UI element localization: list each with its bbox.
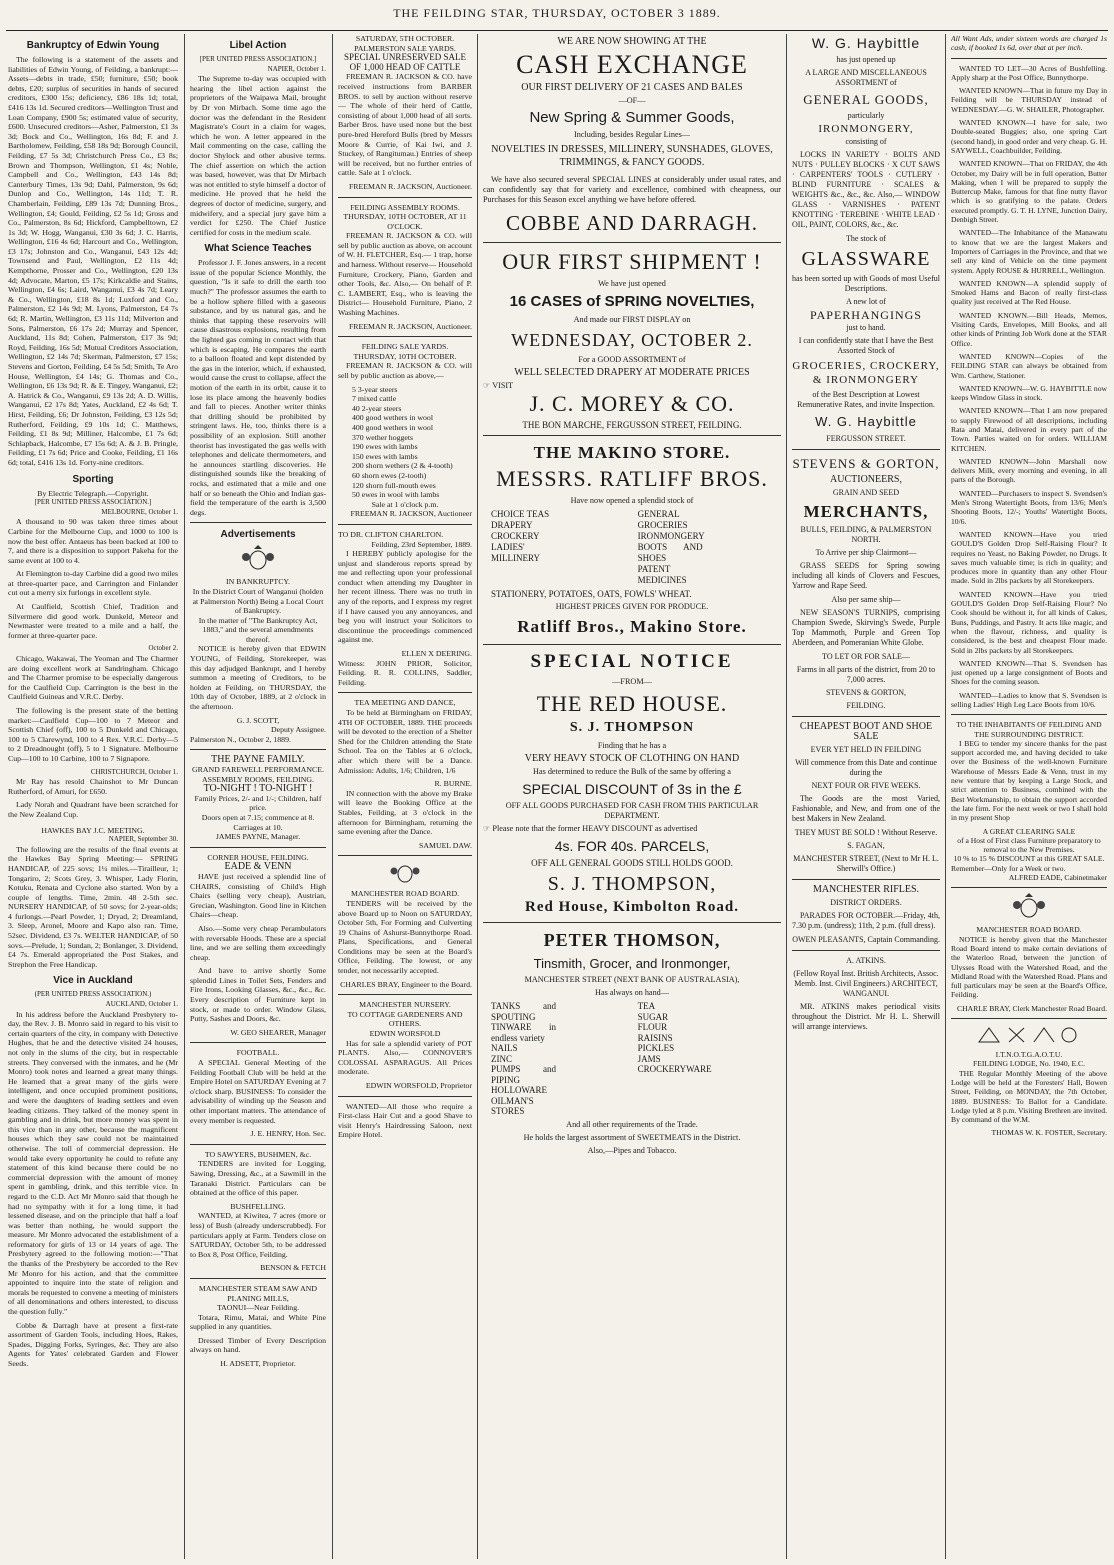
list-item: 5 3-year steers <box>352 384 398 394</box>
eade-venn-text: HAVE just received a splendid line of CHAIRS, consisting of Child's High Chairs (selling very cheap), Austrian, Grecian, Washington. Good line in Kitchen Chairs—cheap. <box>190 871 326 920</box>
road-board-title: MANCHESTER ROAD BOARD. <box>350 889 460 899</box>
ratliff-title: MESSRS. RATLIFF BROS. <box>496 466 768 491</box>
want-ad: WANTED—Ladies to know that S. Svendsen is selling Ladies' High Leg Lace Boots from 10/6. <box>951 690 1107 709</box>
list-item: ZINC <box>491 1053 512 1064</box>
fagan-ever: EVER YET HELD IN FEILDING <box>810 745 922 754</box>
sale2-venue: FEILDING ASSEMBLY ROOMS. <box>350 202 460 212</box>
list-item: RAISINS <box>637 1032 673 1043</box>
vice-article: In his address before the Auckland Presbytery to-day, the Rev. J. B. Monro said in regard to his visit to certain quarters of the city, in company with Detective Hughes, that he and the detective visited 24 houses, not only in the slums of the city, but in respectable streets. They conversed with the inmates, and he (Mr Monro) took notes and learned a great many things. He learned that a great many of the girls were intelligent, and once occupied prominent positions, and were the daughters of leading settlers and even leading citizens. They talked of the money spent in gambling and in drink, but more money was spent in this vice than in any other, because the magnificent houses which they saw could not be maintained otherwise. The toll of commercial depression. He would take every opportunity he could to refute any statement of this kind because there could be no commercial depression with the amount of money spent in gambling, drink, and this terrible vice. In regard to the C.D. Act Mr Monro said that though he had no sympathy with it for a long time, it had lessened disease, and on the principle that half a loaf was better than nothing, he would support the measure. Mr Monro advocated the establishment of a reformatory for girls of 13 or 14 years of age. The Presbytery agreed to the following motion:—"That the thanks of the Presbytery be accorded to the Rev Mr Monro for his action, and that the committee appointed to inquire into the state of religion and morals be requested to convene a meeting of ministers of all denominations and others interested, to discuss the question fully." <box>8 1009 178 1317</box>
list-item: 370 wether hoggets <box>352 432 414 442</box>
road-board-2-sign: CHARLE BRAY, Clerk Manchester Road Board. <box>957 1003 1107 1013</box>
list-item: CHOICE TEAS <box>491 509 550 519</box>
column-separator <box>477 34 478 1559</box>
advertisements-heading: Advertisements <box>220 529 296 541</box>
rule <box>792 950 940 951</box>
peter-thomson-always: Has always on hand— <box>595 988 669 997</box>
bushfelling-title: BUSHFELLING. <box>230 1201 286 1211</box>
column-separator <box>332 34 333 1559</box>
stevens-gorton-grain: GRAIN AND SEED <box>832 488 900 497</box>
want-ad: WANTED KNOWN—Have you tried GOULD'S Golden Drop Self-Raising Flour? It requires no Yeast, no Baking Powder, no Drugs. It saves much valuable time; is rich in quality; and produces more in quantity than any other Flour made. Sold in 2lbs packets by all Storekeepers. <box>951 529 1107 586</box>
peter-thomson-address: MANCHESTER STREET (NEXT BANK OF AUSTRALASIA), <box>524 975 740 984</box>
masonic-emblems-icon <box>974 1024 1084 1046</box>
vice-paragraph: Cobbe & Darragh have at present a first-rate assortment of Garden Tools, including Hoes, Rakes, Spades, Digging Forks, Syringes, &c. They are also Agents for Yates' celebrated Garden and Flower Seeds. <box>8 1320 178 1368</box>
list-item: JAMS <box>637 1053 661 1064</box>
bushfelling-sign: BENSON & FETCH <box>260 1263 326 1273</box>
tea-sign: R. BURNE. <box>434 779 472 789</box>
thompson-discount: SPECIAL DISCOUNT of 3s in the £ <box>522 781 742 797</box>
fagan-sold: THEY MUST BE SOLD ! Without Reserve. <box>794 828 938 837</box>
vice-dateline: AUCKLAND, October 1. <box>105 1000 178 1009</box>
payne-sub: GRAND FAREWELL PERFORMANCE. <box>192 765 324 774</box>
rule <box>190 1278 326 1279</box>
thompson-name-2: S. J. THOMPSON, <box>547 873 717 895</box>
nursery-name: EDWIN WORSFOLD <box>369 1029 441 1039</box>
sporting-paragraph: A thousand to 90 was taken three times about Carbine for the Melbourne Cup, and 1000 to 100 is now the best offer. Antaeus has been backed at 100 to 7, and there is a disposition to support Pakeha for the same event at 100 to 4. <box>8 517 178 565</box>
cash-text: We have also secured several SPECIAL LINES at considerably under usual rates, and can confidently say that for variety and excellence, combined with cheapness, our Purchases for this Season excel anything we have before offered. <box>483 175 781 204</box>
list-item: TINWARE in endless variety <box>491 1022 556 1043</box>
lodge-sign: THOMAS W. K. FOSTER, Secretary. <box>991 1128 1107 1138</box>
fagan-title: CHEAPEST BOOT AND SHOE SALE <box>799 721 933 742</box>
sale2-date: THURSDAY, 10TH OCTOBER, AT 11 O'CLOCK. <box>343 212 467 231</box>
stevens-gorton-turnips: NEW SEASON'S TURNIPS, comprising Champion Swede, Skirving's Swede, Purple Top Mammoth, Purple and Green Top Aberdeen, and Pomeranian White Globe. <box>792 608 940 647</box>
rule <box>951 887 1107 888</box>
atkins-title: A. ATKINS. <box>846 956 886 965</box>
libel-assoc: [PER UNITED PRESS ASSOCIATION.] <box>199 55 317 63</box>
payne-prices: Family Prices, 2/- and 1/-; Children, half price. <box>194 793 322 813</box>
bankruptcy-role: Deputy Assignee. <box>270 725 326 735</box>
fagan-sign: S. FAGAN, <box>847 841 885 850</box>
atkins-sub: (Fellow Royal Inst. British Architects, Assoc. Memb. Inst. Civil Engineers.) ARCHITECT, WANGANUI. <box>793 969 939 998</box>
want-ad: WANTED—Purchasers to inspect S. Svendsen's Men's Strong Watertight Boots, from 13/6; Men's Shooting Boots, 12/-; Youths' Watertight Boots, 10/6. <box>951 488 1107 526</box>
sale2-sign: FREEMAN R. JACKSON, Auctioneer. <box>348 321 472 331</box>
rule <box>190 522 326 523</box>
bushfelling-text: WANTED, at Kiwitea, 7 acres (more or less) of Bush (already underscrubbed). For particulars apply at Farm. Tenders close on SATURDAY, October 5th, to be addressed to Box 8, Post Office, Feilding. <box>190 1211 326 1259</box>
morey-address: THE BON MARCHE, FERGUSSON STREET, FEILDING. <box>522 420 742 430</box>
hawkes-article: The following are the results of the final events at the Hawkes Bay Spring Meeting:— SPRING HANDICAP, of 225 sovs; 1¼ miles.—Tirailleur, 1; Tongariro, 2; Scots Grey, 3. Whisper, Lady Florin, Kotuku, Renata and Cyclone also started. Won by a couple of lengths. Time, 2min. 48 2-5th sec. NURSERY HANDICAP, of 50 sovs; for 2-year-olds; 4 furlongs.—Pearl Powder, 1; Dryad, 2; Dreamland, 3. Sleep, Aronel, Moore and Kapo also ran. Time, 52sec. Dividend, £3 7s. WELTER HANDICAP, of 50 sovs.—Prelude, 1; Sundan, 2; Bonlanger, 3. Dividend, £4 7s. Emerald appropriated the Post Stakes, and Strephon the Free Handicap. <box>8 844 178 969</box>
sporting-dateline: MELBOURNE, October 1. <box>101 507 178 516</box>
rule <box>338 336 472 337</box>
rule <box>190 749 326 750</box>
tea-title: TEA MEETING AND DANCE, <box>354 698 456 708</box>
rule <box>338 692 472 693</box>
peter-thomson-other: And all other requirements of the Trade. <box>566 1119 698 1129</box>
sporting-paragraph: Lady Norah and Quadrant have been scratched for the New Zealand Cup. <box>8 800 178 819</box>
special-notice-title: SPECIAL NOTICE <box>530 651 734 672</box>
cash-of: —OF— <box>618 96 646 105</box>
road-board-2-title: MANCHESTER ROAD BOARD. <box>976 925 1082 935</box>
haybittle-paper: PAPERHANGINGS <box>810 308 922 322</box>
peter-thomson-pipes: Also,—Pipes and Tobacco. <box>587 1145 677 1155</box>
rule <box>483 644 781 645</box>
inhabitants-title: TO THE INHABITANTS OF FEILDING AND THE SURROUNDING DISTRICT. <box>956 720 1102 739</box>
rule <box>483 242 781 243</box>
thompson-general: OFF ALL GENERAL GOODS STILL HOLDS GOOD. <box>531 858 733 868</box>
column-5 <box>792 34 940 1559</box>
list-item: FLOUR <box>637 1022 668 1032</box>
haybittle-iron: IRONMONGERY, <box>818 123 914 135</box>
payne-tonight: TO-NIGHT ! TO-NIGHT ! <box>203 783 313 795</box>
haybittle-list: LOCKS IN VARIETY · BOLTS AND NUTS · PULLEY BLOCKS · X CUT SAWS · CARPENTERS' TOOLS · CUTLERY · BLIND FURNITURE · SCALES & WEIGHTS &c., &c., &c. Also,— WINDOW GLASS · VARNISHES · PATENT KNOTTING · TEREBINE · WHITE LEAD · OIL, PAINT, COLORS, &c., &c. <box>792 150 940 229</box>
list-item: GENERAL GROCERIES <box>637 509 688 530</box>
thompson-name: S. J. THOMPSON <box>569 720 695 735</box>
haybittle-paper-intro: A new lot of <box>846 297 886 306</box>
shipment-display: And made our FIRST DISPLAY on <box>573 315 691 324</box>
royal-crest-icon <box>387 861 423 885</box>
column-separator <box>786 34 787 1559</box>
payne-sign: JAMES PAYNE, Manager. <box>215 832 301 842</box>
ratliff-sub: Have now opened a splendid stock of <box>570 496 694 505</box>
bankruptcy-notice: NOTICE is hereby given that EDWIN YOUNG, of Feilding, Storekeeper, was this day adjudged Bankrupt, and I hereby summon a meeting of Creditors, to be holden at Feilding, on THURSDAY, the 10th day of October, 1889, at 2 o'clock in the afternoon. <box>190 644 326 712</box>
shipment-title: OUR FIRST SHIPMENT ! <box>502 249 762 274</box>
cash-including: Including, besides Regular Lines— <box>574 130 690 139</box>
sporting-assoc: [PER UNITED PRESS ASSOCIATION.] <box>34 498 152 507</box>
haybittle-glass-text: has been sorted up with Goods of most Useful Descriptions. <box>792 274 940 293</box>
sale3-date: THURSDAY, 10TH OCTOBER. <box>353 351 457 361</box>
coach-text: IN connection with the above my Brake will leave the Booking Office at the Stables, Feilding, at 3 o'clock in the afternoon for Birmingham, returning the same evening after the Dance. <box>338 788 472 837</box>
list-item: OILMAN'S STORES <box>491 1095 534 1116</box>
sale3-text: FREEMAN R. JACKSON & CO. will sell by public auction as above,— <box>338 361 472 380</box>
thompson-parcels: 4s. FOR 40s. PARCELS, <box>554 838 710 854</box>
list-item: 190 ewes with lambs <box>352 442 418 452</box>
masthead-rule <box>6 30 1108 31</box>
fagan-address: MANCHESTER STREET, (Next to Mr H. L. Sherwill's Office.) <box>793 854 939 873</box>
haybittle-stock: The stock of <box>846 234 886 243</box>
football-title: FOOTBALL. <box>236 1048 280 1058</box>
sale1-title: SPECIAL UNRESERVED SALE OF 1,000 HEAD OF CATTLE <box>344 52 466 72</box>
stevens-gorton-merchants: MERCHANTS, <box>803 502 929 521</box>
stevens-gorton-title: STEVENS & GORTON, <box>792 456 940 471</box>
haybittle-glassware: GLASSWARE <box>801 248 931 270</box>
list-item: TANKS and SPOUTING <box>491 1001 556 1022</box>
thompson-off: OFF ALL GOODS PURCHASED FOR CASH FROM THIS PARTICULAR DEPARTMENT. <box>505 801 759 820</box>
road-board-2-text: NOTICE is hereby given that the Manchester Road Board intend to make certain deviations of the Waterloo Road, between the junction of Ulysses Road with the Watershed Road, and the Midland Road with the Watershed Road. Plans and full particulars may be seen at the Board's Office, Feilding. <box>951 934 1107 1000</box>
peter-thomson-trade: Tinsmith, Grocer, and Ironmonger, <box>533 956 731 971</box>
rule <box>190 847 326 848</box>
thompson-finding: Finding that he has a <box>597 741 667 750</box>
masthead: THE FEILDING STAR, THURSDAY, OCTOBER 3 1889. <box>393 6 721 20</box>
hawkes-heading: HAWKES BAY J.C. MEETING. <box>41 825 145 835</box>
lodge-org: I.T.N.O.T.G.A.O.T.U. <box>995 1050 1063 1060</box>
shipment-drapery: WELL SELECTED DRAPERY AT MODERATE PRICES <box>514 367 750 378</box>
list-item: 50 ewes in wool with lambs <box>352 490 440 500</box>
column-1 <box>8 34 178 1559</box>
ratliff-footer: Ratliff Bros., Makino Store. <box>517 617 747 636</box>
want-ad: WANTED KNOWN—A splendid supply of Smoked Hams and Bacon of really first-class quality just received at The Red House. <box>951 278 1107 307</box>
list-item: NAILS <box>491 1043 518 1053</box>
list-item: 400 good wethers in wool <box>352 422 433 432</box>
column-separator <box>945 34 946 1559</box>
inhabitants-remember: Remember—Only for a Week or two. <box>951 863 1066 873</box>
haybittle-confident: I can confidently state that I have the Best Assorted Stock of <box>798 336 934 355</box>
want-ad: WANTED TO LET—30 Acres of Bushfelling. Apply sharp at the Post Office, Bunnythorpe. <box>951 63 1107 82</box>
haybittle-groceries: GROCERIES, CROCKERY, & IRONMONGERY <box>792 360 940 386</box>
list-item: IRONMONGERY <box>637 531 705 541</box>
stevens-gorton-feilding: FEILDING. <box>846 701 886 710</box>
want-ad: WANTED KNOWN—Have you tried GOULD'S Golden Drop Self-Raising Flour? No Cook should be without it, for all kinds of Cakes, Buns, Puddings, and Pastry. It acts like magic, and when the flavour, richness, and quality is considered, is the best and cheapest Flour made. Sold in 2lbs packets by all Storekeepers. <box>951 589 1107 655</box>
sale3-time: Sale at 1 o'clock p.m. <box>371 499 439 509</box>
sawmill-title: MANCHESTER STEAM SAW AND PLANING MILLS, <box>198 1283 318 1303</box>
list-item: 120 shorn full-mouth ewes <box>352 480 436 490</box>
shearer-sign: W. GEO SHEARER, Manager <box>230 1027 326 1037</box>
bankruptcy-date: Palmerston N., October 2, 1889. <box>190 734 291 744</box>
sporting-byline: By Electric Telegraph.—Copyright. <box>37 488 149 498</box>
fagan-goods: The Goods are the most Varied, Fashionable, and New, and from one of the best Makers in New Zealand. <box>792 794 940 823</box>
rule <box>338 994 472 995</box>
football-text: A SPECIAL General Meeting of the Feilding Football Club will be held at the Empire Hotel on SATURDAY Evening at 7 o'clock sharp. BUSINESS: To consider the advisability of winding up the Season and other important matters. The attendance of every member is requested. <box>190 1058 326 1125</box>
sporting-paragraph: At Flemington to-day Carbine did a good two miles at three-quarter pace, and Carrington and Finlander cut out a merry six furlongs in excellent style. <box>8 569 178 598</box>
sawyers-title: TO SAWYERS, BUSHMEN, &c. <box>204 1149 312 1159</box>
cash-firm: COBBE AND DARRAGH. <box>506 211 758 235</box>
thompson-stock: VERY HEAVY STOCK OF CLOTHING ON HAND <box>524 753 740 764</box>
column-separator <box>184 34 185 1559</box>
stevens-gorton-arrive: To Arrive per ship Clairmont— <box>815 548 917 557</box>
road-board-text: TENDERS will be received by the above Board up to Noon on SATURDAY, October 5th, For Forming and Culverting 19 Chains of Ashurst-Bunnythorpe Road. Plans, Specifications, and General Conditions may be seen at the Board's Office, Feilding. The lowest, or any tender, not necessarily accepted. <box>338 898 472 976</box>
cash-sub: OUR FIRST DELIVERY OF 21 CASES AND BALES <box>521 82 743 93</box>
sale2-text: FREEMAN R. JACKSON & CO. will sell by public auction as above, on account of W. H. FLETCHER, Esq.— 1 trap, horse and harness. Without reserve— Household Furniture, Crockery, Piano, Garden and other Tools, &c. Also,— On behalf of P. C. LAMBERT, Esq., who is leaving the District— Household Furniture, Piano, 2 Washing Machines. <box>338 231 472 318</box>
rifles-text: PARADES FOR OCTOBER.—Friday, 4th, 7.30 p.m. (undress); 11th, 2 p.m. (full dress). <box>792 911 940 930</box>
cash-novelties: NOVELTIES IN DRESSES, MILLINERY, SUNSHADES, GLOVES, TRIMMINGS, & FANCY GOODS. <box>491 144 773 168</box>
rule <box>338 1096 472 1097</box>
rule <box>951 714 1107 715</box>
sawmill-sub: TAONUI—Near Feilding. <box>216 1303 300 1313</box>
shipment-opened: We have just opened <box>598 279 666 288</box>
payne-title: THE PAYNE FAMILY. <box>211 754 305 766</box>
stevens-gorton-grass: GRASS SEEDS for Spring sowing including all kinds of Clovers and Fescues, Yarrow and Rape Seed. <box>792 561 940 590</box>
rule <box>792 716 940 717</box>
stevens-gorton-auct: AUCTIONEERS, <box>830 474 902 485</box>
haybittle-general: GENERAL GOODS, <box>803 92 929 107</box>
list-item: STATIONERY, POTATOES, OATS, FOWLS' WHEAT. <box>491 589 692 599</box>
rule <box>190 1144 326 1145</box>
haybittle-assort: A LARGE AND MISCELLANEOUS ASSORTMENT of <box>805 68 927 87</box>
rifles-sign: OWEN PLEASANTS, Captain Commanding. <box>792 935 940 944</box>
science-article: Professor J. F. Jones answers, in a recent issue of the popular Science Monthly, the question, "Is it safe to drill the earth too much?" The professor assumes the earth to be a hollow sphere filled with a gaseous substance, and by us natural gas, and he thinks that tapping these reservoirs will cause disastrous explosions, resulting from the lighted gas coming in contact with that which is escaping. He compares the earth to a balloon floated and kept distended by the gas in the interior, which, if exhausted, would cause the crust to collapse, affect the motion of the earth in its orbit, cause it to lose its place among the heavenly bodies and fall to pieces. Another writer thinks that drilling should be prohibited by stringent laws. He, too, thinks there is a possibility of an explosion. Still another theorist has investigated the gas wells with telephones and delicate thermometers, and he announces startling discoveries. He distinguished sounds like the breaking of rocks, and estimated that a mile and one half or so beneath the Ohio and Indian gas-field the temperature of the earth is 3,500 degs. <box>190 258 326 517</box>
sporting-paragraph: Mr Ray has resold Chainshot to Mr Duncan Rutherford, of Amuri, for £650. <box>8 777 178 796</box>
rule <box>792 879 940 880</box>
haybittle-partic: particularly <box>847 111 885 120</box>
list-item: PUMPS and PIPING <box>491 1064 556 1085</box>
rule <box>792 449 940 450</box>
thompson-reduce: Has determined to reduce the Bulk of the same by offering a <box>533 767 731 776</box>
bankruptcy-sign: G. J. SCOTT, <box>236 715 280 725</box>
inhabitants-text: I BEG to tender my sincere thanks for the past support accorded me, and having decided to take over the Business of the well-known Furniture Warehouse of Messrs Eade & Venn, trust in my new venture that by keeping a Large Stock, and strict attention to Business, combined with the Best Workmanship, to obtain the support accorded the late firm. For the next week or two I shall hold in my present Shop <box>951 738 1107 823</box>
hairdresser-ad: WANTED—All those who require a First-class Hair Cut and a good Shave to visit Henry's Hairdressing Saloon, next Empire Hotel. <box>338 1101 472 1140</box>
clifton-text: I HEREBY publicly apologise for the unjust and slanderous reports spread by me and reflecting upon your professional conduct when attending my Daughter in her recent illness. There was no truth in any of the reports, and I express my regret if I have caused you any annoyances, and beg you will instruct your Solicitors to discontinue the proceedings commenced against me. <box>338 549 472 645</box>
royal-crest-icon <box>1009 893 1049 921</box>
list-item: BOOTS AND SHOES <box>637 542 703 563</box>
sawyers-text: TENDERS are invited for Logging, Sawing, Dressing, &c., at a Sawmill in the Taranaki District. Particulars can be obtained at the office of this paper. <box>190 1159 326 1198</box>
sale3-venue: FEILDING SALE YARDS. <box>361 342 449 352</box>
vice-assoc: (PER UNITED PRESS ASSOCIATION.) <box>34 990 152 999</box>
sporting-dateline: October 2. <box>148 644 178 653</box>
haybittle-consisting: consisting of <box>845 137 887 146</box>
sale1-sign: FREEMAN R. JACKSON, Auctioneer. <box>348 181 472 191</box>
sawmill-dressed: Dressed Timber of Every Description always on hand. <box>190 1335 326 1355</box>
rule <box>338 524 472 525</box>
road-board-sign: CHARLES BRAY, Engineer to the Board. <box>340 979 472 989</box>
libel-heading: Libel Action <box>229 40 287 51</box>
sporting-paragraph: The following is the present state of the betting market:—Caulfield Cup—100 to 7 Meteor and Scottish Chief (off), 100 to 5 Dunkeld and Chicago, 100 to 5 Clarewynd, 100 to 4 Rex. V.R.C. Derby—5 to 2 Dreadnought (off), 5 to 1 Signature. Melbourne Cup—100 to 10 Carbine, 100 to 7 Signapore. <box>8 706 178 763</box>
list-item: 60 shorn ewes (2-tooth) <box>352 470 427 480</box>
morey-firm: J. C. MOREY & CO. <box>529 391 735 416</box>
fagan-weeks: NEXT FOUR OR FIVE WEEKS. <box>811 781 921 790</box>
thompson-please: ☞ Please note that the former HEAVY DISCOUNT as advertised <box>483 824 698 833</box>
bankruptcy-ad-title: IN BANKRUPTCY. <box>226 577 290 587</box>
rifles-title: MANCHESTER RIFLES. <box>812 884 920 895</box>
list-item: 150 ewes with lambs <box>352 451 418 461</box>
shipment-date: WEDNESDAY, OCTOBER 2. <box>511 330 753 350</box>
clifton-date: Feilding, 23rd September, 1889. <box>371 539 472 549</box>
vice-heading: Vice in Auckland <box>53 975 133 987</box>
haybittle-prices: of the Best Description at Lowest Remunerative Rates, and invite Inspection. <box>797 390 935 409</box>
rule <box>190 1042 326 1043</box>
want-ad: WANTED KNOWN—John Marshall now delivers Milk, every morning and evening, in all parts of the Borough. <box>951 456 1107 485</box>
nursery-sub: TO COTTAGE GARDENERS AND OTHERS. <box>347 1009 463 1029</box>
nursery-title: MANCHESTER NURSERY. <box>359 1000 451 1010</box>
rule <box>951 58 1107 59</box>
list-item: 400 good wethers in wool <box>352 413 433 423</box>
haybittle-sign: W. G. Haybittle <box>815 414 917 429</box>
libel-dateline: NAPIER, October 1. <box>267 64 326 73</box>
shearer-text: And have to arrive shortly Some splendid Lines in Toilet Sets, Fenders and Fire Irons, Looking Glasses, &c., &c., &c. Every description of Furniture kept in stock, or made to order. Window Glass, Putty, Sashes and Doors, &c. <box>190 966 326 1024</box>
clifton-witness: Witness: JOHN PRIOR, Solicitor, Feilding. R. R. COLLINS, Saddler, Feilding. <box>338 658 472 687</box>
sat-head: SATURDAY, 5TH OCTOBER. <box>355 34 455 43</box>
inhabitants-sale-text: of a Host of First class Furniture preparatory to removal to the New Premises. <box>957 835 1101 855</box>
payne-doors: Doors open at 7.15; commence at 8. Carriages at 10. <box>201 812 315 832</box>
hawkes-dateline: NAPIER, September 30. <box>108 835 178 844</box>
column-3 <box>338 34 472 1559</box>
sale1-venue: PALMERSTON SALE YARDS. <box>354 43 456 53</box>
list-item: 40 2-year steers <box>352 403 402 413</box>
haybittle-title: W. G. Haybittle <box>811 35 921 51</box>
atkins-text: MR. ATKINS makes periodical visits throughout the District. Mr H. L. Sherwill will arrange interviews. <box>792 1002 940 1031</box>
clifton-sign: ELLEN X DEERING. <box>401 649 472 659</box>
coach-sign: SAMUEL DAW. <box>419 840 472 850</box>
column-6 <box>951 34 1107 1559</box>
column-4 <box>483 34 781 1559</box>
stevens-gorton-places: BULLS, FEILDING, & PALMERSTON NORTH. <box>800 525 932 544</box>
want-ad: WANTED KNOWN—Copies of the FEILDING STAR can always be obtained from Wm. Carthew, Stationer. <box>951 351 1107 380</box>
cash-title: CASH EXCHANGE <box>516 50 748 79</box>
want-ad: WANTED KNOWN—That in future my Day in Feilding will be THURSDAY instead of WEDNESDAY.—G. W. SHAILER, Photographer. <box>951 86 1107 114</box>
want-ad: WANTED KNOWN—That on FRIDAY, the 4th October, my Dairy will be in full operation, Butter Making, when I will be prepared to supply the Buttercup Make, famous for that fine nutty flavor which is so gratifying to the palate. Orders executed promptly. G. T. H. LYNE, Junction Dairy, Denbigh Street. <box>951 159 1107 225</box>
eade-venn-also: Also.—Some very cheap Perambulators with reversable Hoods. These are a special line, and we are selling them exceedingly cheap. <box>190 923 326 962</box>
libel-article: The Supreme to-day was occupied with hearing the libel action against the proprietors of the Waipawa Mail, brought by Dr von Mirbach. Some time ago the doctor was the defendant in the Resident Magistrate's Court in a claim for wages, which he won. A letter appeared in the Mail commenting on the case, calling the doctor Shylock and other abusive terms. The chief assertion on which the action was based, however, was that Dr Mirbach was not entitled to style himself a doctor of medicine. He proved that he held the degrees of doctor of medicine, surgery, and midwifery, and a special jury gave him a verdict for £250. The Chief Justice certified for costs in the medium scale. <box>190 74 326 237</box>
shipment-good: For a GOOD ASSORTMENT of <box>578 355 686 364</box>
cash-goods: New Spring & Summer Goods, <box>529 109 735 126</box>
thompson-address: Red House, Kimbolton Road. <box>525 899 739 915</box>
sporting-paragraph: At Caulfield, Scottish Chief, Tradition and Silvermere did good work. Dunkeld, Meteor and Newmaster were treated to a mile and a half, the former at three-quarter pace. <box>8 602 178 640</box>
corner-house-title: CORNER HOUSE, FEILDING. <box>207 852 309 862</box>
red-house-title: THE RED HOUSE. <box>536 691 728 716</box>
list-item: SUGAR <box>637 1011 669 1022</box>
want-ad: WANTED KNOWN—That I am now prepared to supply Firewood of all descriptions, including Rata and Matai, delivered in every part of the Town. Parties waited on for orders. WILLIAM KITCHEN. <box>951 406 1107 453</box>
payne-venue: ASSEMBLY ROOMS, FEILDING. <box>202 774 314 784</box>
shipment-cases: 16 CASES of SPRING NOVELTIES, <box>509 293 755 310</box>
haybittle-opened: has just opened up <box>836 55 896 64</box>
list-item: CROCKERY <box>491 531 540 541</box>
bankruptcy-court: In the District Court of Wanganui (holden at Palmerston North) Being a Local Court of Bankruptcy. <box>192 586 324 616</box>
science-heading: What Science Teaches <box>204 243 312 255</box>
ratliff-prices: HIGHEST PRICES GIVEN FOR PRODUCE. <box>555 602 709 611</box>
lodge-text: THE Regular Monthly Meeting of the above Lodge will be held at the Foresters' Hall, Bowen Street, Feilding, on MONDAY, the 7th October, 1889. BUSINESS: To Ballot for a Candidate. Lodge tyled at 8 p.m. Visiting Brethren are invited. By command of the W.M. <box>951 1068 1107 1125</box>
makino-title: THE MAKINO STORE. <box>533 443 731 462</box>
shipment-visit: ☞ VISIT <box>483 381 514 390</box>
stevens-gorton-let: TO LET OR FOR SALE— <box>822 652 910 661</box>
inhabitants-sign: ALFRED EADE, Cabinetmaker <box>1008 873 1107 883</box>
bankruptcy-article: The following is a statement of the assets and liabilities of Edwin Young, of Feilding, a bankrupt:—Assets—debts in trade, £50; furniture, £50; book debts, £20; surplus of securities in hands of secured creditors, £300 15s; deficiency, £86 18s 1d; total, £416 13s 1d. Secured creditors—Wellington Trust and Loan Company, £900 5s; estimated value of security, £600. Unsecured creditors—Asher, Palmerston, £1 3s 3d; Bock and Co., Wellington, 16s 8d; F. and J. Bartholomew, Feilding, £58 18s 9d; Borough Council, Feilding, £7 5s 3d; Christchurch Press Co., £3 8s; Brown and Thompson, Wellington, £1 4s; Noble, Campbell and Co., Wellington, £43 14s 8d; Canterbury Times, 13s 9d; Dahl, Palmerston, 9s 6d; Dunlop and Co., Wellington, 14s 11d; T. R. Chamberlain, Feilding, £89 13s 7d; Dunning Bros., Wellington, £4; Gould, Feilding, £2 5s 1d; Gross and Co., Palmerston, 8s 6d; Hickford, Campbelltown, £2 1s 3d; W. Hogg, Wanganui, £30 3s 6d; J. C. Harris, Wellington, £16 4s 6d; Harcourt and Co., Wellington, £3 17s; Johnston and Co., Wanganui, £43 12s 4d; Townsend and Paul, Wellington, £2 11s 4d; Kempthorne, Prosser and Co., Wellington, £20 13s 4d; Advocate, Marton, £5 17s; Kirkcaldie and Stains, Wellington, £4 6s; Laird, Wanganui, £3 4s 7d; Leary & Co., Wellington, £18 8s 1d; Luxford and Co., Palmerston, £2 14s 9d; M. Lyons, Palmerston, £4 7s 6d; R. Martin, Wellington, £3 11s 11d; Milverton and Sons, Palmerston, £6 17s 2d; Murray and Spencer, Auckland, 11s 8d; Cohen, Palmerston, £17 3s 9d; Royd, Feilding, 16s 5d; Mutual Creditors Association, Wellington, £2 14s 7d; Skerman, Palmerston, £7 15s; Stevens and Gorton, Feilding, £4 5s 5d; Smith, Te Aro House, Wellington, £4 14s; G. Thomas and Co., Wellington, £6 13s 9d; R. & E. Tingey, Wanganui, £2; A. Hatrick & Co., Wanganui, £9 13s 2d; A. D. Willis, Wanganui, £2 17s 8d; Yates, Auckland, £2 4s 6d; T. Hirst, Feilding, £6; Dr Johnston, Feilding, £3 12s 5d; Rutherford, Feilding, £9 10s 1d; C. Matthews, Feilding, £1 8s 9d; Milliner, Halcombe, £1 7s 6d; Schlapback, Halcombe, £7 15s 6d; A. & J. B. Pringle, Feilding, £1 7s 6d; Price and Cooke, Feilding, £1 16s 6d; total, £416 13s 1d. Forty-nine creditors. <box>8 55 178 467</box>
want-ad: WANTED KNOWN.—Bill Heads, Memos, Visiting Cards, Envelopes, Mill Books, and all other kinds of Printing Job Work done at the STAR Office. <box>951 310 1107 348</box>
fagan-text: Will commence from this Date and continue during the <box>795 758 937 777</box>
sawmill-text: Totara, Rimu, Matai, and White Pine supplied in any quantities. <box>190 1312 326 1332</box>
column-2 <box>190 34 326 1559</box>
tea-text: To be held at Birmingham on FRIDAY, 4TH OF OCTOBER, 1889. THE proceeds will be devoted to the erection of a Shelter Shed for the Children attending the State School. Tea on the Tables at 6 o'clock, after which there will be a Dance. Admission: Adults, 1/6; Children, 1/6 <box>338 708 472 775</box>
list-item: 200 shorn wethers (2 & 4-tooth) <box>352 461 453 471</box>
inhabitants-sale: A GREAT CLEARING SALE <box>982 826 1076 836</box>
royal-crest-icon <box>238 545 278 573</box>
special-from: —FROM— <box>612 677 652 686</box>
sporting-heading: Sporting <box>72 473 114 485</box>
list-item: LADIES' MILLINERY <box>491 542 540 563</box>
sporting-dateline: CHRISTCHURCH, October 1. <box>90 767 178 776</box>
rule <box>483 435 781 436</box>
clifton-title: TO DR. CLIFTON CHARLTON. <box>338 529 444 539</box>
bankruptcy-matter: In the matter of "The Bankruptcy Act, 1883," and the several amendments thereof. <box>198 615 318 644</box>
sawmill-sign: H. ADSETT, Proprietor. <box>220 1359 296 1369</box>
list-item: 7 mixed cattle <box>352 394 397 404</box>
list-item: PATENT MEDICINES <box>637 564 687 585</box>
haybittle-street: FERGUSSON STREET. <box>826 434 906 443</box>
stevens-gorton-also: Also per same ship— <box>831 595 901 604</box>
sale3-sign: FREEMAN R. JACKSON, Auctioneer <box>350 509 472 519</box>
stevens-gorton-farms: Farms in all parts of the district, from 20 to 7,000 acres. <box>796 665 936 684</box>
list-item: TEA <box>637 1001 656 1011</box>
peter-thomson-title: PETER THOMSON, <box>543 930 721 950</box>
want-ad: WANTED KNOWN—That S. Svendsen has just opened up a large consignment of Boots and Shoes for the coming season. <box>951 658 1107 687</box>
rule <box>338 197 472 198</box>
inhabitants-discount: 10 % to 15 % DISCOUNT at this GREAT SALE. <box>953 854 1105 864</box>
sale1-text: FREEMAN R. JACKSON & CO. have received instructions from BARBER BROS. to sell by auction without reserve— The whole of their herd of Cattle, consisting of about 1,000 head of all sorts. Barber Bros. have used none but the best pure-bred Hereford Bulls (bred by Messrs Moore & Currie, of Kai Iwi, and J. Stuckey, of Rangitumau.) Entries of sheep will be received, but no further entries of cattle. Sale at 1 o'clock. <box>338 72 472 178</box>
nursery-text: Has for sale a splendid variety of POT PLANTS. Also,— CONNOVER'S COLOSSAL ASPARAGUS. All Prices moderate. <box>338 1038 472 1077</box>
list-item: HOLLOWARE <box>491 1085 547 1095</box>
peter-thomson-sweets: He holds the largest assortment of SWEETMEATS in the District. <box>523 1132 741 1142</box>
cash-intro: WE ARE NOW SHOWING AT THE <box>557 36 707 47</box>
lodge-title: FEILDING LODGE, No. 1940, E.C. <box>973 1059 1085 1069</box>
rifles-sub: DISTRICT ORDERS. <box>830 898 902 907</box>
want-ad: WANTED—The Inhabitance of the Manawatu to know that we are the largest Makers and Importers of Carriages in the Province, and that we sell any kind of Vehicle on the time payment system. Apply ROUSE & HURRELL, Wellington. <box>951 228 1107 275</box>
rule <box>338 855 472 856</box>
haybittle-paper-hand: just to hand. <box>846 323 886 332</box>
list-item: CROCKERYWARE <box>637 1064 712 1074</box>
stevens-gorton-sign: STEVENS & GORTON, <box>825 688 907 697</box>
list-item: DRAPERY <box>491 520 533 530</box>
want-ads-note: All Want Ads, under sixteen words are charged 1s cash, if booked 1s 6d, over that at per inch. <box>951 34 1107 53</box>
rule <box>951 1018 1107 1019</box>
football-sign: J. E. HENRY, Hon. Sec. <box>250 1129 326 1139</box>
want-ad: WANTED KNOWN—I have for sale, two Double-seated Buggies; also, one spring Cart (second hand), in good order and very cheap. G. H. SAYWELL, Coachbuilder, Feilding. <box>951 118 1107 155</box>
eade-venn-title: EADE & VENN <box>224 861 292 873</box>
nursery-sign: EDWIN WORSFOLD, Proprietor <box>365 1081 472 1090</box>
want-ad: WANTED KNOWN—W. G. HAYBITTLE now keeps Window Glass in stock. <box>951 383 1107 403</box>
sporting-paragraph: Chicago, Wakawai, The Yeoman and The Charmer are doing excellent work at Sandringham. Chicago and The Charmer promise to be especially dangerous for the Caulfield Cup. Carrington is the best in the Caulfield Guineas and V.R.C. Derby. <box>8 654 178 702</box>
bankruptcy-heading: Bankruptcy of Edwin Young <box>26 40 160 51</box>
rule <box>483 922 781 923</box>
list-item: PICKLES <box>637 1043 675 1053</box>
